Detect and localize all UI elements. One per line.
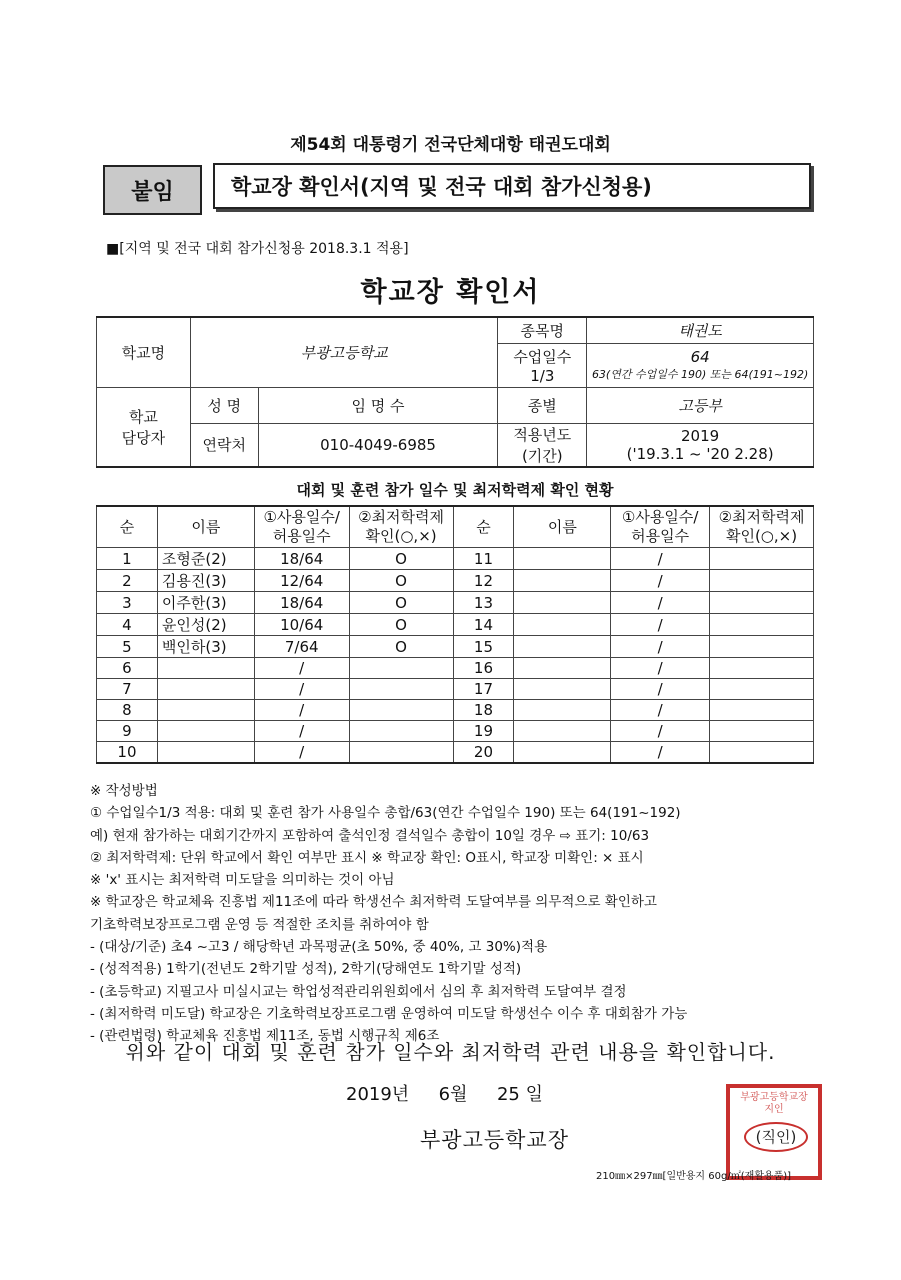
row-number: 9 (97, 721, 158, 742)
row-check (349, 700, 453, 721)
signature-date (346, 1080, 543, 1106)
row-name: 김용진(3) (157, 570, 254, 592)
row-days: / (611, 636, 710, 658)
date-day: 25 일 (496, 1084, 543, 1105)
instruction-line: ② 최저학력제: 단위 학교에서 확인 여부만 표시 ※ 학교장 확인: O표시, 학교장 미확인: × 표시 (90, 849, 644, 866)
table-row (97, 570, 814, 592)
header-days: ①사용일수/ 허용일수 (254, 506, 349, 548)
row-days: / (611, 570, 710, 592)
row-check (710, 548, 814, 570)
table-row (97, 636, 814, 658)
row-number: 17 (453, 679, 514, 700)
row-check (710, 742, 814, 764)
row-check: O (349, 570, 453, 592)
instruction-line: ※ 학교장은 학교체육 진흥법 제11조에 따라 학생선수 최저학력 도달여부를 의무적으로 확인하고 (90, 894, 657, 911)
row-check (349, 721, 453, 742)
table-row (97, 548, 814, 570)
header-no: 순 (453, 506, 514, 548)
info-table (96, 316, 814, 468)
row-check (710, 614, 814, 636)
row-check (710, 570, 814, 592)
row-name (514, 614, 611, 636)
instruction-line: ① 수업일수1/3 적용: 대회 및 훈련 참가 사용일수 총합/63(연간 수업일수 190) 또는 64(191~192) (90, 805, 681, 822)
official-seal (726, 1084, 822, 1180)
paper-spec-footer: 210㎜×297㎜[일반용지 60g/㎡(재활용품)] (596, 1171, 792, 1182)
days-label: 수업일수 1/3 (498, 343, 587, 387)
row-days: 10/64 (254, 614, 349, 636)
manager-name: 임 명 수 (258, 387, 498, 423)
row-name (514, 721, 611, 742)
school-label: 학교명 (97, 317, 191, 387)
row-name: 윤인성(2) (157, 614, 254, 636)
seal-text: 부광고등학교장지인 (740, 1092, 808, 1115)
table-row (97, 700, 814, 721)
row-days: / (254, 700, 349, 721)
row-name: 이주한(3) (157, 592, 254, 614)
row-number: 11 (453, 548, 514, 570)
form-note: ■[지역 및 전국 대회 참가신청용 2018.3.1 적용] (106, 241, 409, 257)
writing-instructions (90, 780, 830, 1048)
signer-name: 부광고등학교장 (420, 1128, 570, 1152)
header-name: 이름 (157, 506, 254, 548)
row-number: 2 (97, 570, 158, 592)
contact-value: 010-4049-6985 (258, 423, 498, 467)
document-title: 학교장 확인서(지역 및 전국 대회 참가신청용) (213, 163, 811, 209)
instruction-line: - (초등학교) 지필고사 미실시교는 학업성적관리위원회에서 심의 후 최저학력 도달여부 결정 (90, 983, 627, 1000)
participation-table (96, 505, 814, 764)
event-title: 제54회 대통령기 전국단체대항 태권도대회 (290, 135, 611, 155)
row-number: 14 (453, 614, 514, 636)
confirmation-text: 위와 같이 대회 및 훈련 참가 일수와 최저학력 관련 내용을 확인합니다. (125, 1040, 776, 1064)
row-check (349, 742, 453, 764)
row-name (514, 570, 611, 592)
table-row (97, 721, 814, 742)
row-days: 12/64 (254, 570, 349, 592)
table-row (97, 679, 814, 700)
row-number: 8 (97, 700, 158, 721)
row-name: 조형준(2) (157, 548, 254, 570)
row-number: 10 (97, 742, 158, 764)
instruction-line: ※ 작성방법 (90, 783, 158, 799)
row-number: 6 (97, 658, 158, 679)
row-days: / (611, 721, 710, 742)
table-row (97, 742, 814, 764)
days-value: 64 63(연간 수업일수 190) 또는 64(191~192) (587, 343, 814, 387)
row-name (157, 658, 254, 679)
row-name (514, 742, 611, 764)
row-days: / (254, 658, 349, 679)
row-check: O (349, 548, 453, 570)
instruction-line: - (대상/기준) 초4 ~고3 / 해당학년 과목평균(초 50%, 중 40%, 고 30%)적용 (90, 939, 548, 956)
table-subtitle: 대회 및 훈련 참가 일수 및 최저학력제 확인 현황 (296, 481, 614, 499)
row-number: 12 (453, 570, 514, 592)
row-check (710, 700, 814, 721)
row-check (349, 658, 453, 679)
instruction-line: - (최저학력 미도달) 학교장은 기초학력보장프로그램 운영하여 미도달 학생선수 이수 후 대회참가 가능 (90, 1005, 688, 1022)
row-name (514, 548, 611, 570)
row-number: 18 (453, 700, 514, 721)
row-number: 15 (453, 636, 514, 658)
year-value: 2019 ('19.3.1 ~ '20 2.28) (587, 423, 814, 467)
row-days: / (254, 721, 349, 742)
row-check (349, 679, 453, 700)
row-check (710, 592, 814, 614)
row-number: 5 (97, 636, 158, 658)
row-number: 3 (97, 592, 158, 614)
table-row (97, 592, 814, 614)
row-days: / (611, 700, 710, 721)
date-year: 2019년 (346, 1084, 410, 1105)
instruction-line: - (관련법령) 학교체육 진흥법 제11조, 동법 시행규칙 제6조 (90, 1028, 440, 1045)
row-number: 16 (453, 658, 514, 679)
row-check: O (349, 592, 453, 614)
row-check (710, 721, 814, 742)
header-days: ①사용일수/ 허용일수 (611, 506, 710, 548)
row-days: 7/64 (254, 636, 349, 658)
row-name (157, 721, 254, 742)
row-name (514, 700, 611, 721)
row-name (157, 679, 254, 700)
row-name (514, 679, 611, 700)
contact-label: 연락처 (190, 423, 258, 467)
row-days: 18/64 (254, 548, 349, 570)
table-row (97, 658, 814, 679)
row-name: 백인하(3) (157, 636, 254, 658)
name-label: 성 명 (190, 387, 258, 423)
row-check (710, 679, 814, 700)
sport-value: 태권도 (587, 317, 814, 343)
header-check: ②최저학력제 확인(○,×) (710, 506, 814, 548)
table-row (97, 614, 814, 636)
row-check: O (349, 636, 453, 658)
row-number: 20 (453, 742, 514, 764)
main-title: 학교장 확인서 (360, 277, 541, 308)
row-days: 18/64 (254, 592, 349, 614)
row-days: / (611, 614, 710, 636)
row-name (514, 636, 611, 658)
manager-label: 학교 담당자 (97, 387, 191, 467)
row-name (157, 742, 254, 764)
row-name (157, 700, 254, 721)
row-name (514, 658, 611, 679)
instruction-line: 예) 현재 참가하는 대회기간까지 포함하여 출석인정 결석일수 총합이 10일 경우 ⇨ 표기: 10/63 (90, 827, 650, 844)
row-number: 13 (453, 592, 514, 614)
row-days: / (611, 658, 710, 679)
seal-mark: (직인) (744, 1122, 808, 1152)
year-label: 적용년도 (기간) (498, 423, 587, 467)
row-number: 1 (97, 548, 158, 570)
row-days: / (611, 679, 710, 700)
row-check (710, 658, 814, 679)
instruction-line: - (성적적용) 1학기(전년도 2학기말 성적), 2학기(당해연도 1학기말 성적) (90, 961, 522, 978)
division-label: 종별 (498, 387, 587, 423)
sport-label: 종목명 (498, 317, 587, 343)
row-days: / (254, 679, 349, 700)
header-check: ②최저학력제 확인(○,×) (349, 506, 453, 548)
date-month: 6월 (438, 1084, 468, 1105)
row-number: 4 (97, 614, 158, 636)
instruction-line: ※ 'x' 표시는 최저학력 미도달을 의미하는 것이 아님 (90, 872, 395, 889)
row-number: 19 (453, 721, 514, 742)
division-value: 고등부 (587, 387, 814, 423)
row-days: / (611, 592, 710, 614)
row-days: / (611, 742, 710, 764)
header-no: 순 (97, 506, 158, 548)
row-check: O (349, 614, 453, 636)
header-name: 이름 (514, 506, 611, 548)
row-days: / (254, 742, 349, 764)
row-check (710, 636, 814, 658)
attachment-tag: 붙임 (103, 165, 202, 215)
school-name: 부광고등학교 (190, 317, 498, 387)
row-number: 7 (97, 679, 158, 700)
row-days: / (611, 548, 710, 570)
row-name (514, 592, 611, 614)
instruction-line: 기초학력보장프로그램 운영 등 적절한 조치를 취하여야 함 (90, 916, 429, 933)
